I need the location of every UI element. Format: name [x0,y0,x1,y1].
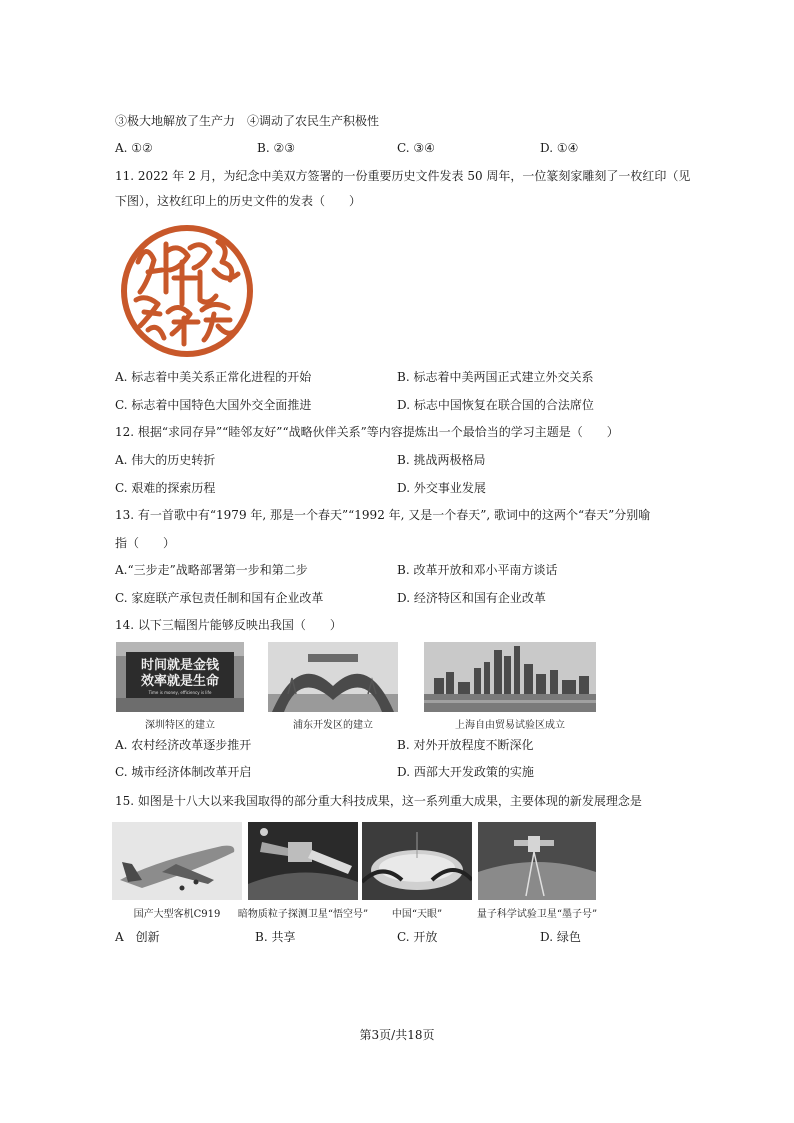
q15-caption-2: 暗物质粒子探测卫星“悟空号” [237,909,369,920]
q15-stem: 15. 如图是十八大以来我国取得的部分重大科技成果，这一系列重大成果，主要体现的新发展理念是 [115,794,642,808]
q14-option-c: C. 城市经济体制改革开启 [115,765,252,779]
q15-caption-3: 中国“天眼” [391,909,443,920]
q10-option-d: D. ①④ [540,141,579,155]
q14-caption-1: 深圳特区的建立 [145,720,215,731]
q12-option-b: B. 挑战两极格局 [397,453,486,467]
q13-stem-line2: 指（ ） [115,536,176,550]
q14-option-b: B. 对外开放程度不断深化 [397,738,534,752]
q14-caption-3: 上海自由贸易试验区成立 [455,720,565,731]
q15-option-a: A 创新 [115,930,160,944]
shanghai-skyline-photo [424,642,596,712]
q13-option-a: A.“三步走”战略部署第一步和第二步 [115,563,308,577]
q11-option-a: A. 标志着中美关系正常化进程的开始 [115,370,312,384]
c919-aircraft-photo [112,822,242,900]
page-footer: 第3页/共18页 [359,1028,435,1042]
q12-option-a: A. 伟大的历史转折 [115,453,216,467]
q14-option-d: D. 西部大开发政策的实施 [397,765,534,779]
q14-option-a: A. 农村经济改革逐步推开 [115,738,252,752]
q14-caption-2: 浦东开发区的建立 [293,720,373,731]
sign-text-line1: 时间就是金钱 [140,658,220,673]
q10-option-a: A. ①② [115,141,153,155]
sign-text-line2: 效率就是生命 [140,674,220,689]
mozi-satellite-photo [478,822,596,900]
q11-stem-line1: 11. 2022 年 2 月，为纪念中美双方签署的一份重要历史文件发表 50 周年，一位篆刻家雕刻了一枚红印（见 [115,169,691,183]
sign-text-line3: Time is money, efficiency is life [148,690,212,695]
q12-stem: 12. 根据“求同存异”“睦邻友好”“战略伙伴关系”等内容提炼出一个最恰当的学习主题是（ ） [115,425,619,439]
q11-stem-line2: 下图），这枚红印上的历史文件的发表（ ） [115,194,362,208]
q13-option-d: D. 经济特区和国有企业改革 [397,591,546,605]
q13-option-c: C. 家庭联产承包责任制和国有企业改革 [115,591,324,605]
q15-caption-1: 国产大型客机C919 [133,909,221,920]
q15-option-c: C. 开放 [397,930,438,944]
q12-option-d: D. 外交事业发展 [397,481,486,495]
pudong-gate-photo [268,642,398,712]
q10-statement-line: ③极大地解放了生产力 ④调动了农民生产积极性 [115,114,380,128]
seal-image [118,222,256,360]
q15-option-d: D. 绿色 [540,930,581,944]
q10-option-b: B. ②③ [257,141,295,155]
q11-option-b: B. 标志着中美两国正式建立外交关系 [397,370,594,384]
q15-option-b: B. 共享 [255,930,296,944]
q11-option-d: D. 标志中国恢复在联合国的合法席位 [397,398,594,412]
tianyan-telescope-photo [362,822,472,900]
q13-option-b: B. 改革开放和邓小平南方谈话 [397,563,558,577]
q10-option-c: C. ③④ [397,141,435,155]
q15-caption-4: 量子科学试验卫星“墨子号” [476,909,598,920]
q14-stem: 14. 以下三幅图片能够反映出我国（ ） [115,618,342,632]
q11-option-c: C. 标志着中国特色大国外交全面推进 [115,398,312,412]
q13-stem-line1: 13. 有一首歌中有“1979 年, 那是一个春天”“1992 年, 又是一个春天”, 歌词中的这两个“春天”分别喻 [115,508,651,522]
wukong-satellite-photo [248,822,358,900]
q12-option-c: C. 艰难的探索历程 [115,481,216,495]
shenzhen-sign-photo [116,642,244,712]
